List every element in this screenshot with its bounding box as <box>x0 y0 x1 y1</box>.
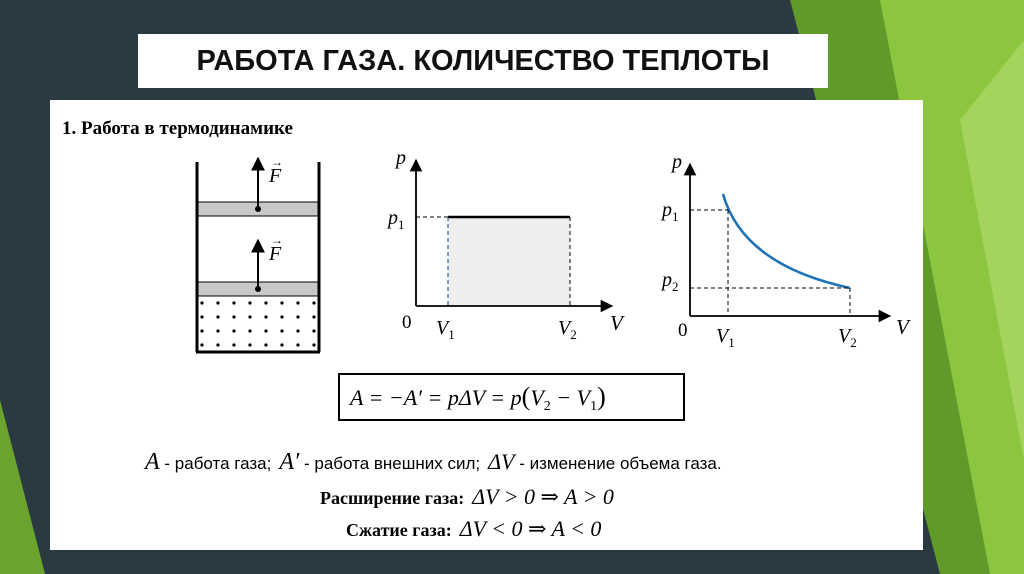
content-figure <box>50 100 923 550</box>
legend-a-prime-symbol: A′ <box>279 449 300 475</box>
force-label-upper: F <box>269 165 282 187</box>
v1-symbol: V <box>716 325 729 347</box>
content-area <box>50 100 923 550</box>
force-vector-mark-upper: → <box>271 155 283 169</box>
p2-subscript: 2 <box>672 279 679 294</box>
formula-box <box>339 374 684 420</box>
formula-v2: V <box>530 385 544 410</box>
title-box <box>138 34 828 88</box>
formula-text <box>348 382 606 414</box>
axis-label-v: V <box>610 311 623 335</box>
piston-cylinder-diagram <box>196 155 320 352</box>
gas-region <box>198 296 318 351</box>
expansion-line <box>320 484 614 509</box>
compression-condition: ΔV < 0 ⇒ A < 0 <box>459 516 602 541</box>
chart-isobaric <box>386 147 625 342</box>
v2-subscript: 2 <box>570 327 577 342</box>
formula-v2-sub: 2 <box>543 399 551 414</box>
p1-subscript: 1 <box>398 217 405 232</box>
v2-subscript: 2 <box>850 335 857 350</box>
legend-dv-text: - изменение объема газа. <box>514 454 722 473</box>
tick-label-p1 <box>386 207 405 232</box>
tick-label-v2 <box>838 325 857 350</box>
v2-symbol: V <box>558 317 571 339</box>
origin-label: 0 <box>402 312 412 333</box>
legend-a-symbol: A <box>145 449 160 475</box>
tick-label-p1 <box>660 199 679 224</box>
p1-symbol: p <box>388 207 398 229</box>
v1-subscript: 1 <box>728 335 735 350</box>
compression-line <box>346 516 601 541</box>
pressure-curve <box>723 194 850 288</box>
green-shape-bottom-left <box>0 400 45 574</box>
expansion-condition: ΔV > 0 ⇒ A > 0 <box>472 484 614 509</box>
origin-label: 0 <box>678 320 688 341</box>
tick-label-v1 <box>716 325 735 350</box>
legend-line <box>143 449 722 475</box>
tick-label-p2 <box>660 269 679 294</box>
formula-main: A = −A′ = pΔV = p <box>350 385 522 410</box>
formula-paren-close: ) <box>597 382 606 411</box>
section-heading: 1. Работа в термодинамике <box>62 118 293 139</box>
v1-subscript: 1 <box>448 327 455 342</box>
tick-label-v1 <box>436 317 455 342</box>
p2-symbol: p <box>662 269 672 291</box>
slide-title: РАБОТА ГАЗА. КОЛИЧЕСТВО ТЕПЛОТЫ <box>196 45 770 77</box>
formula-minus: − <box>550 385 577 410</box>
v1-symbol: V <box>436 317 449 339</box>
axis-label-p: p <box>672 151 682 173</box>
axis-label-v: V <box>896 315 909 339</box>
legend-a-text: - работа газа; <box>159 454 272 473</box>
force-vector-mark-lower: → <box>271 233 283 247</box>
v2-symbol: V <box>838 325 851 347</box>
formula-v1: V <box>576 385 591 410</box>
force-label-lower: F <box>269 243 282 265</box>
work-area <box>448 217 570 305</box>
expansion-label: Расширение газа: <box>320 488 465 508</box>
axis-label-p: p <box>396 147 406 169</box>
chart-curve <box>660 151 911 350</box>
formula-paren-open: ( <box>521 382 531 411</box>
compression-label: Сжатие газа: <box>346 520 452 540</box>
p1-symbol: p <box>662 199 672 221</box>
legend-a-prime-text: - работа внешних сил; <box>299 454 481 473</box>
p1-subscript: 1 <box>672 209 679 224</box>
formula-v1-sub: 1 <box>590 399 598 414</box>
legend-dv-symbol: ΔV <box>488 449 515 474</box>
tick-label-v2 <box>558 317 577 342</box>
